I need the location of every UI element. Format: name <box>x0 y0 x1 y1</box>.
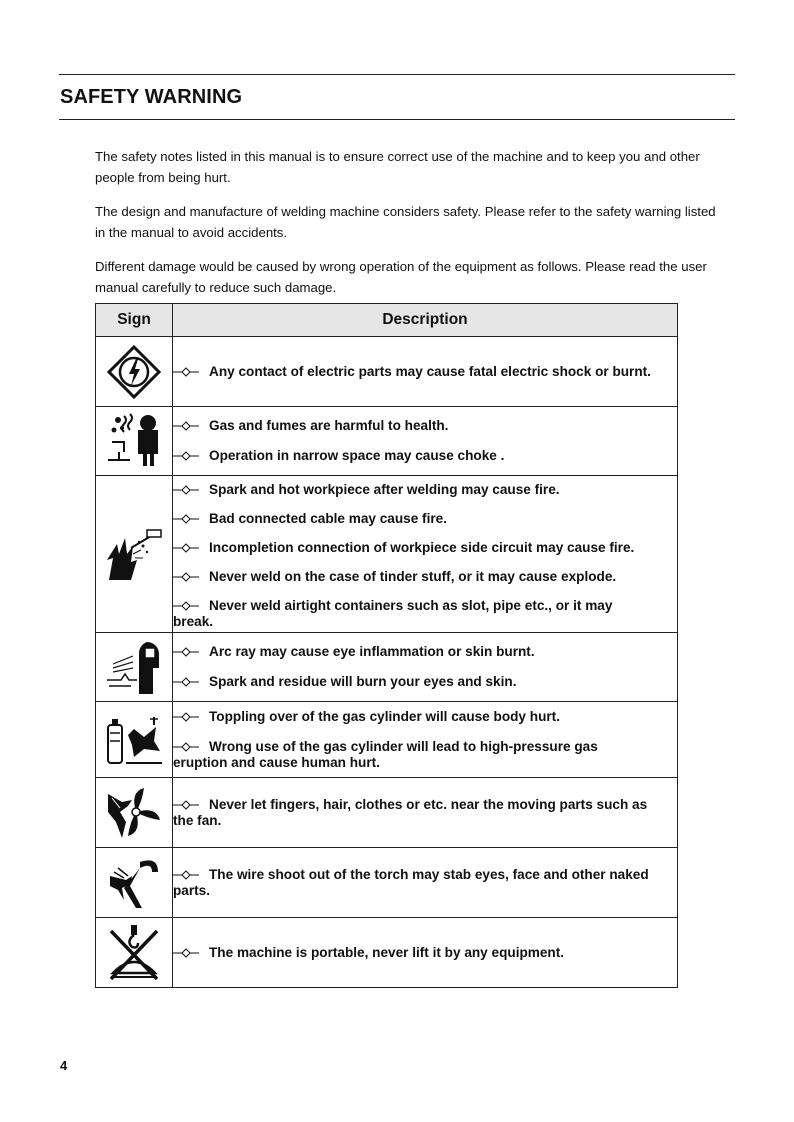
sign-cell <box>96 918 173 988</box>
table-row <box>96 778 678 848</box>
page-title: SAFETY WARNING <box>60 86 243 108</box>
description-cell <box>173 407 678 476</box>
table-row <box>96 918 678 988</box>
description-cell <box>173 337 678 407</box>
table-row <box>96 407 678 476</box>
list-item: Arc ray may cause eye inflammation or skin burnt. <box>173 638 677 666</box>
list-item: Bad connected cable may cause fire. <box>173 504 677 533</box>
list-item: Toppling over of the gas cylinder will cause body hurt. <box>173 703 677 731</box>
intro-paragraph: The design and manufacture of welding machine considers safety. Please refer to the safety warning listed in the manual to avoid accidents. <box>95 204 716 240</box>
wire-torch-hazard-icon <box>106 854 162 912</box>
table-row <box>96 476 678 633</box>
list-item: Gas and fumes are harmful to health. <box>173 412 677 440</box>
bullet-diamond-icon <box>173 712 199 722</box>
description-cell <box>173 778 678 848</box>
intro-paragraph: The safety notes listed in this manual is to ensure correct use of the machine and to keep you and other people from being hurt. <box>95 149 700 185</box>
bullet-diamond-icon <box>173 514 199 524</box>
fumes-gas-hazard-icon <box>104 412 164 470</box>
no-lifting-icon <box>105 923 163 983</box>
list-item: Spark and residue will burn your eyes and skin. <box>173 666 677 696</box>
sign-cell <box>96 476 173 633</box>
sign-cell <box>96 407 173 476</box>
intro-paragraph: Different damage would be caused by wrong operation of the equipment as follows. Please read the user manual carefully to reduce such damage. <box>95 259 707 295</box>
bullet-diamond-icon <box>173 800 199 810</box>
list-item: Operation in narrow space may cause choke . <box>173 440 677 470</box>
moving-parts-hazard-icon <box>106 784 162 842</box>
arc-ray-hazard-icon <box>103 638 165 696</box>
bullet-diamond-icon <box>173 677 199 687</box>
bullet-diamond-icon <box>173 485 199 495</box>
table-row <box>96 702 678 778</box>
title-underline <box>59 119 735 120</box>
top-rule <box>59 74 735 75</box>
description-cell <box>173 848 678 918</box>
description-cell <box>173 702 678 778</box>
list-item: Never let fingers, hair, clothes or etc. near the moving parts such as the fan. <box>173 796 648 828</box>
bullet-diamond-icon <box>173 601 199 611</box>
bullet-diamond-icon <box>173 421 199 431</box>
bullet-diamond-icon <box>173 870 199 880</box>
description-column-header: Description <box>173 304 678 337</box>
bullet-diamond-icon <box>173 451 199 461</box>
gas-cylinder-hazard-icon <box>104 711 164 769</box>
bullet-diamond-icon <box>173 647 199 657</box>
table-row <box>96 337 678 407</box>
description-cell <box>173 476 678 633</box>
table-header-row <box>96 304 678 337</box>
list-item: The wire shoot out of the torch may stab eyes, face and other naked parts. <box>173 866 649 898</box>
sign-cell <box>96 633 173 702</box>
list-item: The machine is portable, never lift it by any equipment. <box>173 939 677 967</box>
description-cell <box>173 633 678 702</box>
sign-cell <box>96 702 173 778</box>
fire-explosion-hazard-icon <box>103 524 165 584</box>
page-number: 4 <box>60 1058 68 1073</box>
electric-shock-warning-icon <box>107 345 161 399</box>
table-row <box>96 848 678 918</box>
bullet-diamond-icon <box>173 543 199 553</box>
list-item: Wrong use of the gas cylinder will lead to high-pressure gas eruption and cause human hurt. <box>173 738 598 770</box>
list-item: Spark and hot workpiece after welding may cause fire. <box>173 476 677 504</box>
bullet-diamond-icon <box>173 572 199 582</box>
table-row <box>96 633 678 702</box>
list-item: Never weld airtight containers such as slot, pipe etc., or it may break. <box>173 598 613 629</box>
list-item: Never weld on the case of tinder stuff, or it may cause explode. <box>173 562 677 591</box>
sign-column-header: Sign <box>96 304 173 337</box>
list-item: Any contact of electric parts may cause fatal electric shock or burnt. <box>173 358 677 386</box>
bullet-diamond-icon <box>173 367 199 377</box>
sign-cell <box>96 848 173 918</box>
bullet-diamond-icon <box>173 742 199 752</box>
description-cell <box>173 918 678 988</box>
list-item: Incompletion connection of workpiece side circuit may cause fire. <box>173 533 677 562</box>
safety-table <box>95 303 678 988</box>
sign-cell <box>96 337 173 407</box>
sign-cell <box>96 778 173 848</box>
bullet-diamond-icon <box>173 948 199 958</box>
